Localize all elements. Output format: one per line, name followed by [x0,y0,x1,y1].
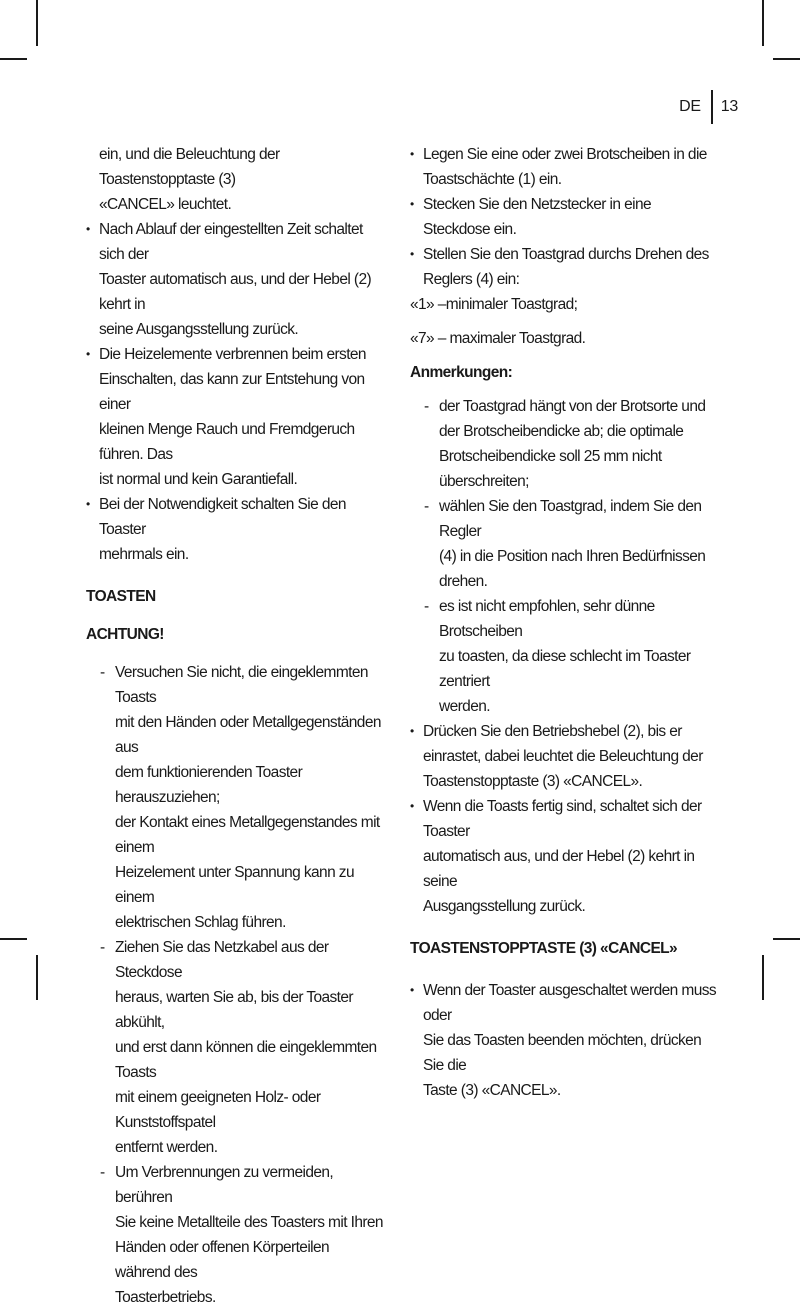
text-line: Wenn die Toasts fertig sind, schaltet sich der Toaster [423,798,702,840]
bullet-icon: • [410,799,414,813]
text-line: Um Verbrennungen zu vermeiden, berühren [115,1164,334,1206]
bullet-item [410,794,720,919]
text-line: der Kontakt eines Metallgegenstandes mit einem [115,814,380,856]
text-line: Taste (3) «CANCEL». [423,1082,561,1099]
dash-item [86,1160,386,1310]
page-number: 13 [720,98,738,115]
text-line: Einschalten, das kann zur Entstehung von einer [99,371,365,413]
text-line: seine Ausgangsstellung zurück. [99,321,299,338]
text-line: der Brotscheibendicke ab; die optimale [439,423,684,440]
text-line: Wenn der Toaster ausgeschaltet werden muss oder [423,982,717,1024]
text-line: «CANCEL» leuchtet. [99,196,232,213]
dash-icon: - [424,598,429,615]
crop-mark-bottom-right-v [762,955,764,1000]
dash-item [86,660,386,935]
text-line: Toaster automatisch aus, und der Hebel (2) kehrt in [99,271,372,313]
text-line: zu toasten, da diese schlecht im Toaster zentriert [439,648,691,690]
level-max: «7» – maximaler Toastgrad. [410,330,586,347]
text-line: der Toastgrad hängt von der Brotsorte und [439,398,706,415]
dash-icon: - [100,939,105,956]
bullet-icon: • [410,197,414,211]
text-line: Legen Sie eine oder zwei Brotscheiben in die [423,146,707,163]
bullet-item [410,978,720,1103]
section-heading-cancel: TOASTENSTOPPTASTE (3) «CANCEL» [410,940,678,957]
text-line: Stecken Sie den Netzstecker in eine Steckdose ein. [423,196,651,238]
text-line: Toastschächte (1) ein. [423,171,562,188]
bullet-icon: • [86,222,90,236]
bullet-item [410,242,720,292]
intro-continuation [86,142,386,217]
text-line: Ziehen Sie das Netzkabel aus der Steckdose [115,939,329,981]
text-line: Händen oder offenen Körperteilen während des [115,1239,330,1281]
text-line: kleinen Menge Rauch und Fremdgeruch führen. Das [99,421,355,463]
bullet-icon: • [86,347,90,361]
bullet-item [86,217,386,342]
bullet-item [410,719,720,794]
text-line: mit den Händen oder Metallgegenständen aus [115,714,381,756]
warning-heading: ACHTUNG! [86,626,164,643]
text-line: dem funktionierenden Toaster herauszuziehen; [115,764,303,806]
text-line: ist normal und kein Garantiefall. [99,471,298,488]
right-column [410,142,720,1103]
crop-mark-bottom-left-v [36,955,38,1000]
text-line: Reglers (4) ein: [423,271,520,288]
text-line: Stellen Sie den Toastgrad durchs Drehen des [423,246,709,263]
bullet-item [86,342,386,492]
text-line: Nach Ablauf der eingestellten Zeit schaltet sich der [99,221,363,263]
notes-heading: Anmerkungen: [410,364,513,381]
text-line: wählen Sie den Toastgrad, indem Sie den Regler [439,498,702,540]
bullet-item [410,142,720,192]
text-line: Sie das Toasten beenden möchten, drücken Sie die [423,1032,702,1074]
crop-mark-top-right-h [773,58,800,60]
text-line: automatisch aus, und der Hebel (2) kehrt in seine [423,848,695,890]
language-code: DE [679,98,701,115]
text-line: mehrmals ein. [99,546,189,563]
text-line: Toastenstopptaste (3) «CANCEL». [423,773,643,790]
dash-item [86,935,386,1160]
bullet-item [86,492,386,567]
text-line: es ist nicht empfohlen, sehr dünne Brotscheiben [439,598,655,640]
crop-mark-top-right-v [762,0,764,46]
text-line: und erst dann können die eingeklemmten Toasts [115,1039,377,1081]
bullet-icon: • [410,724,414,738]
text-line: Ausgangsstellung zurück. [423,898,586,915]
text-line: ein, und die Beleuchtung der Toastenstopptaste (3) [99,146,280,188]
bullet-icon: • [410,983,414,997]
dash-icon: - [424,398,429,415]
crop-mark-top-left-v [36,0,38,46]
left-column [86,142,386,1310]
dash-item [410,394,720,494]
text-line: einrastet, dabei leuchtet die Beleuchtung der [423,748,703,765]
dash-item [410,494,720,594]
header-divider [711,90,713,124]
crop-mark-bottom-left-h [0,938,27,940]
section-heading-toasten: TOASTEN [86,588,156,605]
dash-icon: - [100,664,105,681]
text-line: (4) in die Position nach Ihren Bedürfnissen drehen. [439,548,706,590]
crop-mark-bottom-right-h [773,938,800,940]
crop-mark-top-left-h [0,58,27,60]
text-line: entfernt werden. [115,1139,218,1156]
dash-icon: - [100,1164,105,1181]
text-line: heraus, warten Sie ab, bis der Toaster abkühlt, [115,989,353,1031]
text-line: Die Heizelemente verbrennen beim ersten [99,346,366,363]
page-header [679,90,738,124]
text-line: Sie keine Metallteile des Toasters mit Ihren [115,1214,383,1231]
text-line: Bei der Notwendigkeit schalten Sie den Toaster [99,496,346,538]
bullet-icon: • [86,497,90,511]
text-line: Brotscheibendicke soll 25 mm nicht überschreiten; [439,448,662,490]
text-line: Drücken Sie den Betriebshebel (2), bis er [423,723,682,740]
bullet-item [410,192,720,242]
text-line: Toasterbetriebs. [115,1289,216,1306]
text-line: werden. [439,698,490,715]
text-line: mit einem geeigneten Holz- oder Kunststoffspatel [115,1089,321,1131]
bullet-icon: • [410,247,414,261]
text-line: elektrischen Schlag führen. [115,914,286,931]
dash-icon: - [424,498,429,515]
text-line: Heizelement unter Spannung kann zu einem [115,864,354,906]
bullet-icon: • [410,147,414,161]
dash-item [410,594,720,719]
level-min: «1» –minimaler Toastgrad; [410,296,578,313]
text-line: Versuchen Sie nicht, die eingeklemmten Toasts [115,664,368,706]
